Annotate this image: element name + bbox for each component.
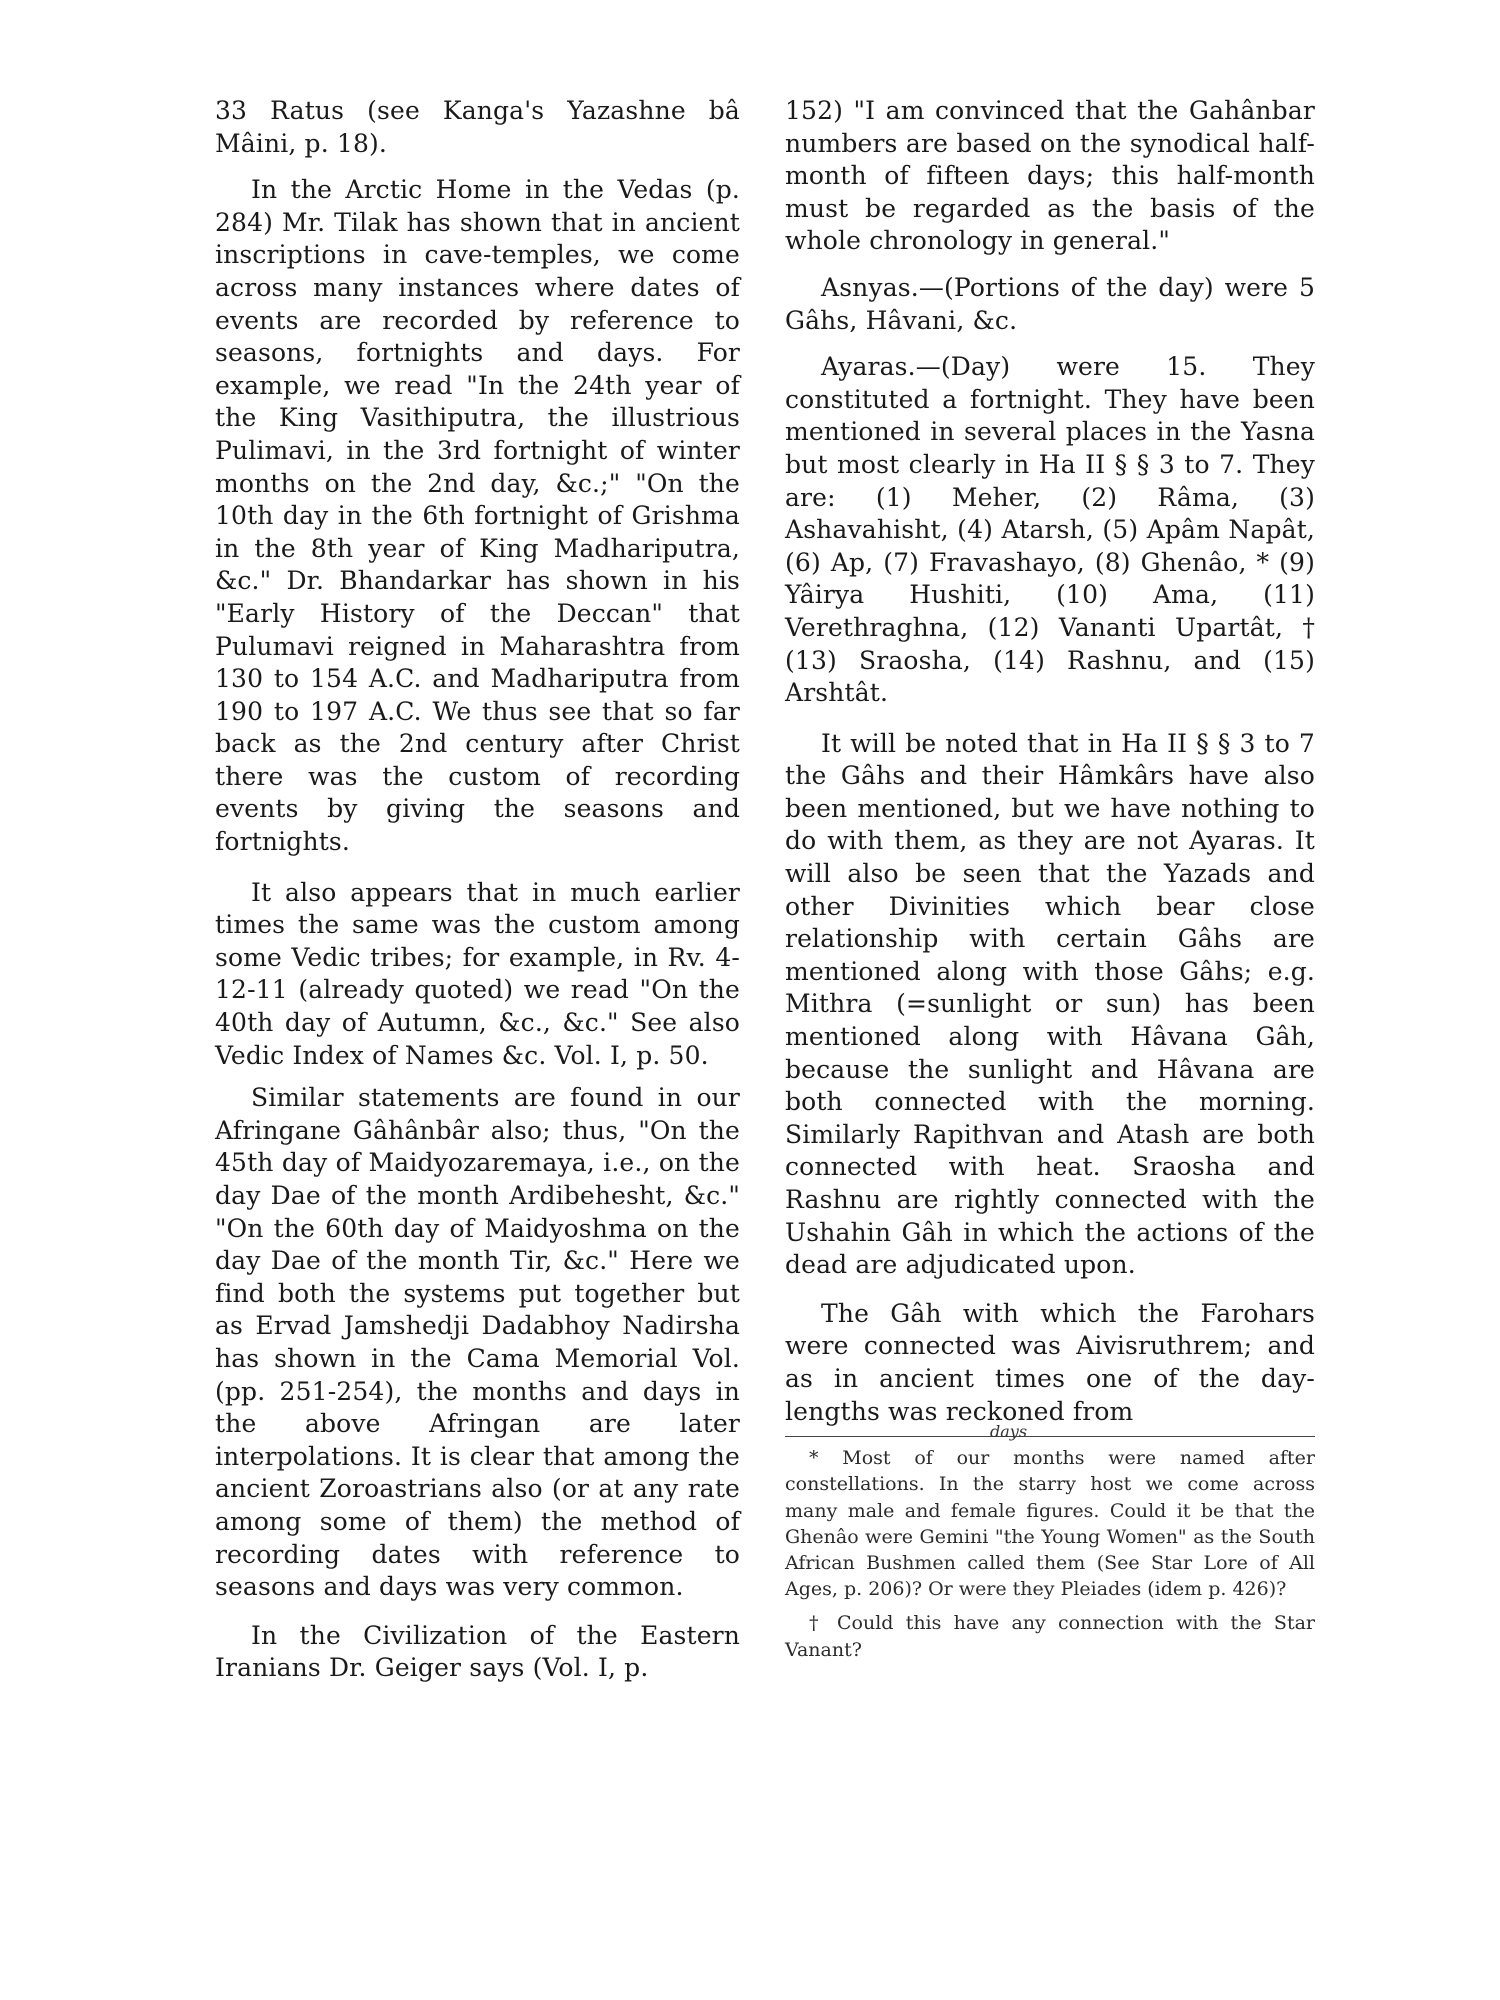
paragraph: Ayaras.—(Day) were 15. They constituted a fortnight. They have been mentioned in several places in the Yasna but most clearly in Ha II § § 3 to 7. They are: (1) Meher, (2) Râma, (3) Ashavahisht, (4) Atarsh, (5) Apâm Napât, (6) Ap, (7) Fravashayo, (8) Ghenâo, * (9) Yâirya Hushiti, (10) Ama, (11) Verethraghna, (12) Vananti Upartât, † (13) Sraosha, (14) Rashnu, and (15) Arshtât.: [785, 352, 1315, 708]
footnote: * Most of our months were named after constellations. In the starry host we come across many male and female figures. Could it be that the Ghenâo were Gemini "the Young Women" as the South African Bushmen called them (See Star Lore of All Ages, p. 206)? Or were they Pleiades (idem p. 426)?: [785, 1447, 1315, 1601]
left-column: [215, 95, 740, 1685]
right-column: [785, 95, 1315, 1663]
paragraph: Asnyas.—(Portions of the day) were 5 Gâhs, Hâvani, &c.: [785, 272, 1315, 335]
paragraph: It will be noted that in Ha II § § 3 to 7 the Gâhs and their Hâmkârs have also been mentioned, but we have nothing to do with them, as they are not Ayaras. It will also be seen that the Yazads and other Divinities which bear close relationship with certain Gâhs are mentioned along with those Gâhs; e.g. Mithra (=sunlight or sun) has been mentioned along with Hâvana Gâh, because the sunlight and Hâvana are both connected with the morning. Similarly Rapithvan and Atash are both connected with heat. Sraosha and Rashnu are rightly connected with the Ushahin Gâh in which the actions of the dead are adjudicated upon.: [785, 728, 1315, 1280]
paragraph: The Gâh with which the Farohars were connected was Aivisruthrem; and as in ancient times one of the day-lengths was reckoned from: [785, 1298, 1315, 1426]
paragraph: 152) "I am convinced that the Gahânbar numbers are based on the synodical half-month of fifteen days; this half-month must be regarded as the basis of the whole chronology in general.": [785, 96, 1315, 256]
paragraph: 33 Ratus (see Kanga's Yazashne bâ Mâini, p. 18).: [215, 96, 740, 158]
footnote: † Could this have any connection with the Star Vanant?: [785, 1612, 1315, 1661]
paragraph: In the Civilization of the Eastern Iranians Dr. Geiger says (Vol. I, p.: [215, 1620, 740, 1683]
footnote-rule: [785, 1436, 1315, 1437]
catchword: days: [990, 1422, 1028, 1442]
footnote-area: [785, 1422, 1315, 1663]
paragraph: In the Arctic Home in the Vedas (p. 284) Mr. Tilak has shown that in ancient inscriptions in cave-temples, we come across many instances where dates of events are recorded by reference to seasons, fortnights and days. For example, we read "In the 24th year of the King Vasithiputra, the illustrious Pulimavi, in the 3rd fortnight of winter months on the 2nd day, &c.;" "On the 10th day in the 6th fortnight of Grishma in the 8th year of King Madhariputra, &c." Dr. Bhandarkar has shown in his "Early History of the Deccan" that Pulumavi reigned in Maharashtra from 130 to 154 A.C. and Madhariputra from 190 to 197 A.C. We thus see that so far back as the 2nd century after Christ there was the custom of recording events by giving the seasons and fortnights.: [215, 175, 740, 857]
paragraph: Similar statements are found in our Afringane Gâhânbâr also; thus, "On the 45th day of Maidyozaremaya, i.e., on the day Dae of the month Ardibehesht, &c." "On the 60th day of Maidyoshma on the day Dae of the month Tir, &c." Here we find both the systems put together but as Ervad Jamshedji Dadabhoy Nadirsha has shown in the Cama Memorial Vol. (pp. 251-254), the months and days in the above Afringan are later interpolations. It is clear that among the ancient Zoroastrians also (or at any rate among some of them) the method of recording dates with reference to seasons and days was very common.: [215, 1083, 740, 1602]
paragraph: It also appears that in much earlier times the same was the custom among some Vedic tribes; for example, in Rv. 4-12-11 (already quoted) we read "On the 40th day of Autumn, &c., &c." See also Vedic Index of Names &c. Vol. I, p. 50.: [215, 877, 740, 1070]
